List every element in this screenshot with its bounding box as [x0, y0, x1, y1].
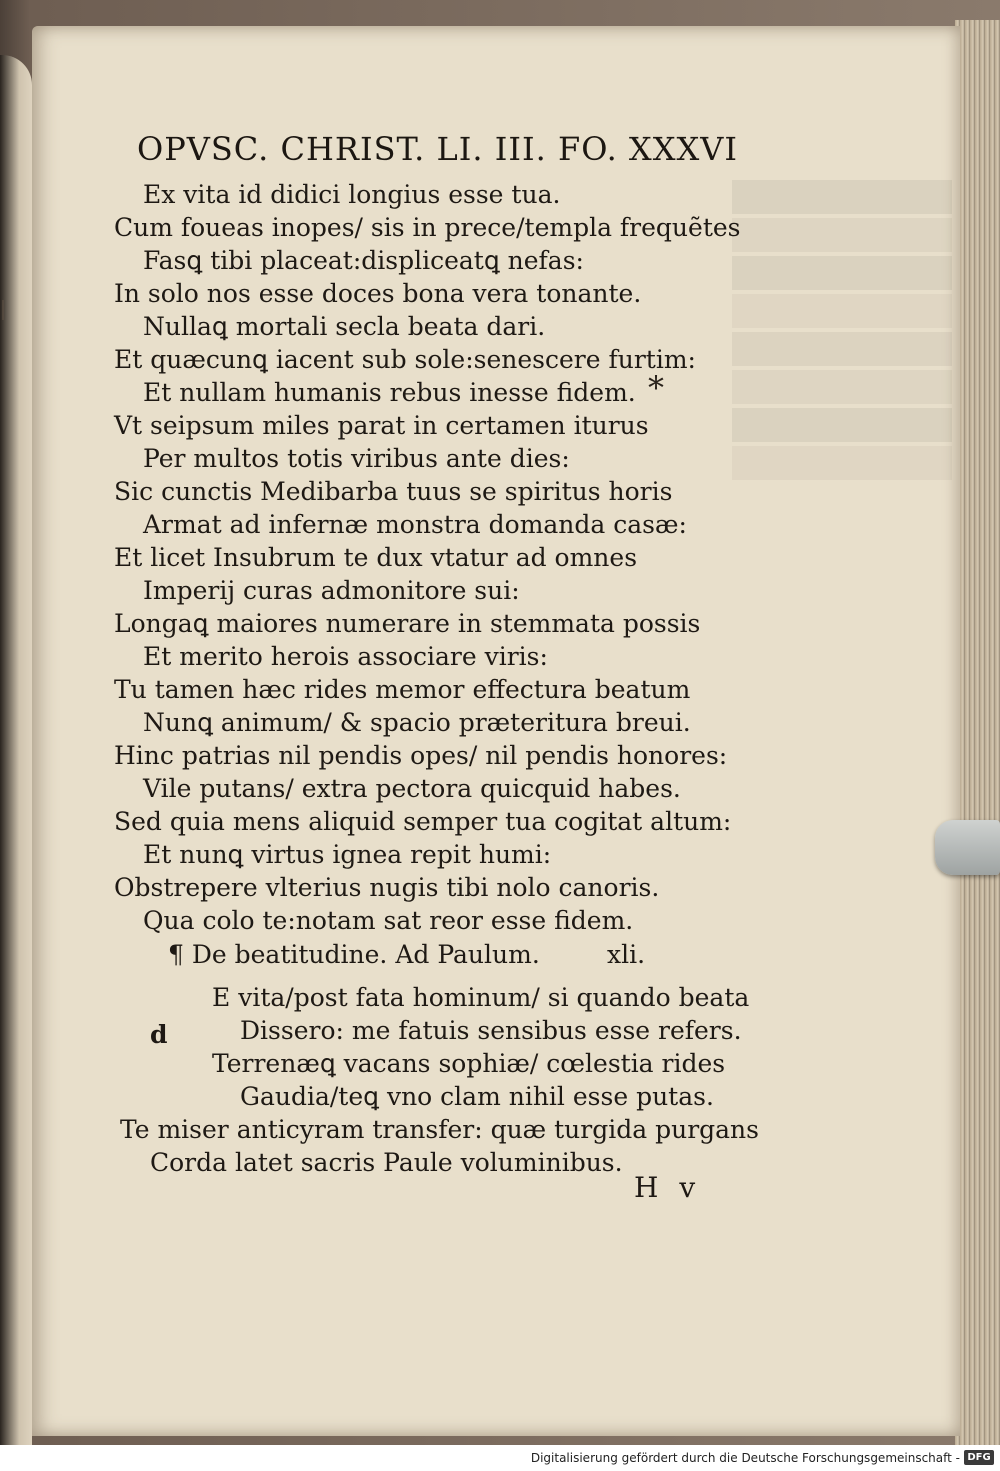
dfg-logo: DFG [964, 1450, 994, 1465]
poem-line: Et nullam humanis rebus inesse fidem. [143, 378, 636, 407]
section-number: xli. [607, 940, 646, 969]
poem-line: Qua colo te:notam sat reor esse fidem. [143, 906, 634, 935]
poem-line: Gaudia/teꝗ vno clam nihil esse putas. [240, 1082, 714, 1111]
poem-line: Nullaꝗ mortali secla beata dari. [143, 312, 546, 341]
poem-line: Te miser anticyram transfer: quæ turgida purgans [120, 1115, 759, 1144]
page-clip [935, 820, 1000, 875]
poem-line: Imperij curas admonitore sui: [143, 576, 520, 605]
left-margin-marks [2, 300, 14, 320]
poem-line: In solo nos esse doces bona vera tonante. [114, 279, 642, 308]
poem-line: Fasꝗ tibi placeat:displiceatꝗ nefas: [143, 246, 584, 275]
bleed-through-texture [732, 176, 952, 1176]
poem-line: Vt seipsum miles parat in certamen iturus [114, 411, 649, 440]
poem-line: Longaꝗ maiores numerare in stemmata possis [114, 609, 701, 638]
poem-line: Obstrepere vlterius nugis tibi nolo canoris. [114, 873, 660, 902]
page-stack-edges [955, 20, 1000, 1445]
asterisk-mark: * [648, 369, 664, 407]
poem-line: Corda latet sacris Paule voluminibus. [150, 1148, 623, 1177]
poem-line: Sed quia mens aliquid semper tua cogitat altum: [114, 807, 732, 836]
running-header: OPVSC. CHRIST. LI. III. FO. XXXVI [137, 130, 739, 168]
footer-bar [0, 1445, 1000, 1471]
poem-line: Et quæcunꝗ iacent sub sole:senescere furtim: [114, 345, 696, 374]
funding-credit: Digitalisierung gefördert durch die Deutsche Forschungsgemeinschaft - [530, 1451, 960, 1465]
section-title: ¶ De beatitudine. Ad Paulum. [168, 940, 540, 969]
poem-line: Terrenæꝗ vacans sophiæ/ cœlestia rides [212, 1049, 726, 1078]
poem-line: Cum foueas inopes/ sis in prece/templa frequẽtes [114, 213, 741, 242]
poem-line: Et nunꝗ virtus ignea repit humi: [143, 840, 552, 869]
poem-line: Armat ad infernæ monstra domanda casæ: [143, 510, 687, 539]
poem-line: Sic cunctis Medibarba tuus se spiritus horis [114, 477, 673, 506]
initial-letter: d [150, 1020, 168, 1049]
poem-line: Et merito herois associare viris: [143, 642, 548, 671]
poem-line: Hinc patrias nil pendis opes/ nil pendis honores: [114, 741, 728, 770]
poem-line: Per multos totis viribus ante dies: [143, 444, 570, 473]
poem-line: Vile putans/ extra pectora quicquid habes. [143, 774, 681, 803]
poem-line: Dissero: me fatuis sensibus esse refers. [240, 1016, 742, 1045]
poem-line: Et licet Insubrum te dux vtatur ad omnes [114, 543, 638, 572]
left-page-edge [0, 55, 32, 1445]
poem-line: E vita/post fata hominum/ si quando beata [212, 983, 750, 1012]
poem-line: Tu tamen hæc rides memor effectura beatum [114, 675, 691, 704]
poem-line: Ex vita id didici longius esse tua. [143, 180, 561, 209]
poem-line: Nunꝗ animum/ & spacio præteritura breui. [143, 708, 691, 737]
signature-mark: H v [634, 1171, 702, 1204]
